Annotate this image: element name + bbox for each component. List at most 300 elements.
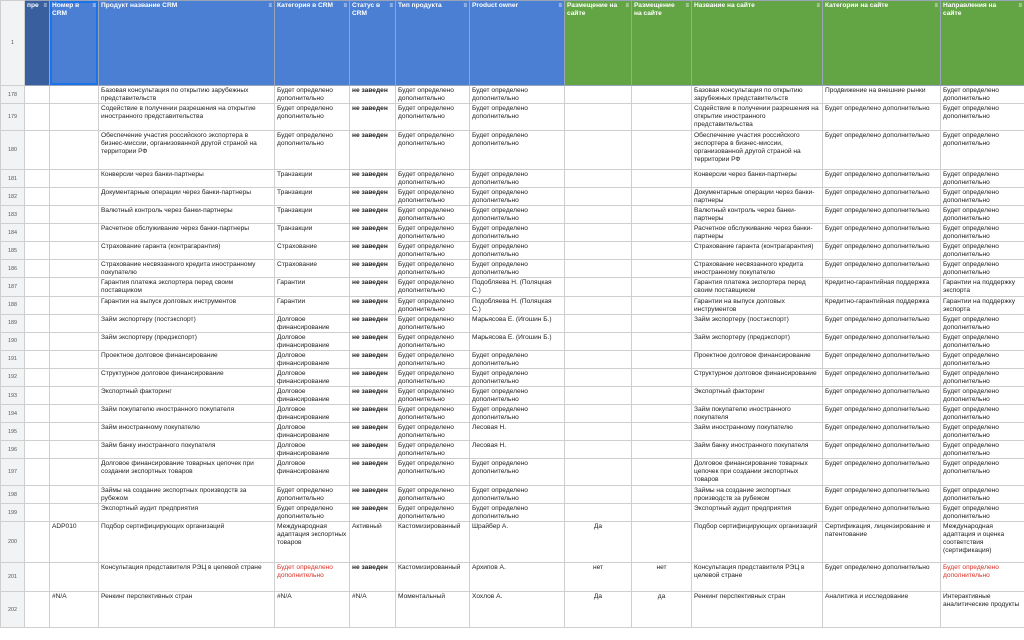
table-cell[interactable]: Будет определено дополнительно <box>396 170 470 188</box>
table-cell[interactable]: Займы на создание экспортных производств за рубежом <box>99 486 275 504</box>
table-cell[interactable] <box>565 422 632 440</box>
table-cell[interactable]: Содействие в получении разрешения на открытие иностранного представительства <box>99 104 275 131</box>
row-number[interactable]: 194 <box>1 404 25 422</box>
table-cell[interactable] <box>50 404 99 422</box>
table-cell[interactable]: Будет определено дополнительно <box>396 86 470 104</box>
table-cell[interactable] <box>25 332 50 350</box>
table-cell[interactable]: Займ банку иностранного покупателя <box>99 441 275 459</box>
table-cell[interactable]: не заведен <box>350 224 396 242</box>
table-cell[interactable]: Гарантии на выпуск долговых инструментов <box>692 296 823 314</box>
table-cell[interactable]: Долговое финансирование <box>275 350 350 368</box>
table-cell[interactable]: Гарантия платежа экспортера перед своим поставщиком <box>99 278 275 296</box>
table-cell[interactable]: Будет определено дополнительно <box>823 332 941 350</box>
table-cell[interactable]: не заведен <box>350 486 396 504</box>
table-cell[interactable] <box>50 170 99 188</box>
table-cell[interactable]: Будет определено дополнительно <box>823 131 941 170</box>
table-cell[interactable]: #N/A <box>350 592 396 628</box>
table-cell[interactable] <box>50 131 99 170</box>
table-cell[interactable]: Будет определено дополнительно <box>470 131 565 170</box>
table-cell[interactable]: Долговое финансирование <box>275 314 350 332</box>
table-cell[interactable] <box>632 278 692 296</box>
table-cell[interactable]: Содействие в получении разрешения на открытие иностранного представительства <box>692 104 823 131</box>
row-number[interactable]: 190 <box>1 332 25 350</box>
table-cell[interactable]: Будет определено дополнительно <box>823 170 941 188</box>
column-header[interactable] <box>632 1 692 86</box>
table-cell[interactable]: Валютный контроль через банки-партнеры <box>692 206 823 224</box>
row-number[interactable]: 188 <box>1 296 25 314</box>
table-cell[interactable]: Будет определено дополнительно <box>396 368 470 386</box>
table-cell[interactable]: Валютный контроль через банки-партнеры <box>99 206 275 224</box>
table-cell[interactable]: Будет определено дополнительно <box>823 504 941 522</box>
table-cell[interactable]: Займ экспортеру (постэкспорт) <box>692 314 823 332</box>
table-cell[interactable]: Будет определено дополнительно <box>396 350 470 368</box>
table-cell[interactable]: Документарные операции через банки-партнеры <box>692 188 823 206</box>
table-cell[interactable] <box>50 368 99 386</box>
filter-icon[interactable]: ≡ <box>685 3 689 9</box>
table-cell[interactable]: Будет определено дополнительно <box>823 486 941 504</box>
table-cell[interactable] <box>632 260 692 278</box>
table-cell[interactable] <box>50 206 99 224</box>
table-cell[interactable] <box>565 386 632 404</box>
table-cell[interactable]: Будет определено дополнительно <box>470 459 565 486</box>
row-number[interactable]: 184 <box>1 224 25 242</box>
table-cell[interactable] <box>632 296 692 314</box>
table-cell[interactable]: не заведен <box>350 404 396 422</box>
filter-icon[interactable]: ≡ <box>625 3 629 9</box>
table-cell[interactable]: Долговое финансирование <box>275 459 350 486</box>
table-cell[interactable]: Шрайбер А. <box>470 522 565 563</box>
table-cell[interactable] <box>50 260 99 278</box>
row-number[interactable]: 195 <box>1 422 25 440</box>
table-cell[interactable]: Долговое финансирование <box>275 441 350 459</box>
table-cell[interactable]: Будет определено дополнительно <box>941 404 1024 422</box>
row-number[interactable]: 180 <box>1 131 25 170</box>
table-cell[interactable]: не заведен <box>350 278 396 296</box>
table-cell[interactable] <box>25 522 50 563</box>
table-cell[interactable] <box>25 278 50 296</box>
table-cell[interactable] <box>632 188 692 206</box>
table-cell[interactable]: Будет определено дополнительно <box>823 459 941 486</box>
table-cell[interactable]: Будет определено дополнительно <box>275 504 350 522</box>
table-cell[interactable]: Транзакции <box>275 170 350 188</box>
filter-icon[interactable]: ≡ <box>463 3 467 9</box>
table-cell[interactable] <box>50 104 99 131</box>
table-cell[interactable]: Будет определено дополнительно <box>470 486 565 504</box>
table-cell[interactable]: Будет определено дополнительно <box>823 224 941 242</box>
table-cell[interactable]: Долговое финансирование <box>275 404 350 422</box>
table-cell[interactable]: Будет определено дополнительно <box>941 422 1024 440</box>
table-cell[interactable] <box>50 86 99 104</box>
row-number[interactable]: 185 <box>1 242 25 260</box>
table-cell[interactable]: Будет определено дополнительно <box>941 332 1024 350</box>
table-cell[interactable] <box>25 86 50 104</box>
table-cell[interactable]: Экспортный аудит предприятия <box>692 504 823 522</box>
table-cell[interactable]: нет <box>632 563 692 592</box>
table-cell[interactable]: Аналитика и исследование <box>823 592 941 628</box>
filter-icon[interactable]: ≡ <box>268 3 272 9</box>
table-cell[interactable]: Долговое финансирование товарных цепочек при создании экспортных товаров <box>692 459 823 486</box>
table-cell[interactable] <box>565 206 632 224</box>
table-cell[interactable]: Будет определено дополнительно <box>941 314 1024 332</box>
table-cell[interactable]: Будет определено дополнительно <box>823 206 941 224</box>
table-cell[interactable]: не заведен <box>350 332 396 350</box>
table-cell[interactable]: Экспортный факторинг <box>692 386 823 404</box>
table-cell[interactable]: Транзакции <box>275 224 350 242</box>
table-cell[interactable] <box>25 224 50 242</box>
column-header[interactable] <box>470 1 565 86</box>
table-cell[interactable]: Страхование несвязанного кредита иностранному покупателю <box>692 260 823 278</box>
table-cell[interactable]: Расчетное обслуживание через банки-партнеры <box>692 224 823 242</box>
table-cell[interactable] <box>565 486 632 504</box>
row-number[interactable]: 191 <box>1 350 25 368</box>
table-cell[interactable]: Будет определено дополнительно <box>941 170 1024 188</box>
row-number[interactable]: 198 <box>1 486 25 504</box>
table-cell[interactable] <box>632 459 692 486</box>
table-cell[interactable]: Международная адаптация экспортных товаров <box>275 522 350 563</box>
table-cell[interactable]: Займ покупателю иностранного покупателя <box>692 404 823 422</box>
table-cell[interactable]: Будет определено дополнительно <box>275 131 350 170</box>
table-cell[interactable]: Ренкинг перспективных стран <box>99 592 275 628</box>
table-cell[interactable]: Гарантии на выпуск долговых инструментов <box>99 296 275 314</box>
table-cell[interactable]: Базовая консультация по открытию зарубежных представительств <box>99 86 275 104</box>
table-cell[interactable]: Будет определено дополнительно <box>396 386 470 404</box>
table-cell[interactable]: Структурное долговое финансирование <box>692 368 823 386</box>
table-cell[interactable]: Хохлов А. <box>470 592 565 628</box>
table-cell[interactable] <box>50 486 99 504</box>
table-cell[interactable] <box>632 504 692 522</box>
table-cell[interactable] <box>25 350 50 368</box>
table-cell[interactable]: Займ иностранному покупателю <box>692 422 823 440</box>
table-cell[interactable]: Долговое финансирование <box>275 422 350 440</box>
table-cell[interactable] <box>25 188 50 206</box>
table-cell[interactable]: Консультация представителя РЭЦ в целевой стране <box>99 563 275 592</box>
table-cell[interactable]: Займ банку иностранного покупателя <box>692 441 823 459</box>
table-cell[interactable]: не заведен <box>350 170 396 188</box>
table-cell[interactable] <box>565 332 632 350</box>
row-number[interactable]: 178 <box>1 86 25 104</box>
table-cell[interactable]: Будет определено дополнительно <box>275 563 350 592</box>
column-header[interactable] <box>25 1 50 86</box>
filter-icon[interactable]: ≡ <box>816 3 820 9</box>
table-cell[interactable]: Будет определено дополнительно <box>941 386 1024 404</box>
table-cell[interactable]: Будет определено дополнительно <box>275 86 350 104</box>
table-cell[interactable] <box>25 486 50 504</box>
table-cell[interactable] <box>565 188 632 206</box>
table-cell[interactable]: ADP010 <box>50 522 99 563</box>
table-cell[interactable]: Будет определено дополнительно <box>941 131 1024 170</box>
table-cell[interactable] <box>50 459 99 486</box>
table-cell[interactable]: Будет определено дополнительно <box>941 224 1024 242</box>
filter-icon[interactable]: ≡ <box>389 3 393 9</box>
table-cell[interactable]: Проектное долговое финансирование <box>99 350 275 368</box>
table-cell[interactable] <box>565 224 632 242</box>
table-cell[interactable] <box>632 170 692 188</box>
row-number[interactable]: 182 <box>1 188 25 206</box>
table-cell[interactable]: Будет определено дополнительно <box>396 131 470 170</box>
table-cell[interactable] <box>565 350 632 368</box>
table-cell[interactable]: Международная адаптация и оценка соответствия (сертификация) <box>941 522 1024 563</box>
table-cell[interactable] <box>632 314 692 332</box>
row-number[interactable]: 179 <box>1 104 25 131</box>
table-cell[interactable]: Обеспечение участия российского экспортера в бизнес-миссии, организованной другой страной на территории РФ <box>99 131 275 170</box>
table-cell[interactable]: Страхование <box>275 242 350 260</box>
table-cell[interactable]: Проектное долговое финансирование <box>692 350 823 368</box>
table-cell[interactable] <box>632 86 692 104</box>
table-cell[interactable]: Долговое финансирование товарных цепочек при создании экспортных товаров <box>99 459 275 486</box>
table-cell[interactable] <box>632 404 692 422</box>
table-cell[interactable]: да <box>632 592 692 628</box>
table-cell[interactable]: Подобляева Н. (Поляцкая С.) <box>470 296 565 314</box>
table-cell[interactable] <box>632 441 692 459</box>
table-cell[interactable]: Будет определено дополнительно <box>941 206 1024 224</box>
table-cell[interactable]: Марьясова Е. (Игошин Б.) <box>470 314 565 332</box>
table-cell[interactable]: Будет определено дополнительно <box>396 486 470 504</box>
table-cell[interactable]: Будет определено дополнительно <box>823 188 941 206</box>
table-cell[interactable] <box>632 386 692 404</box>
table-cell[interactable]: Будет определено дополнительно <box>470 86 565 104</box>
table-cell[interactable]: Будет определено дополнительно <box>396 296 470 314</box>
column-header[interactable] <box>99 1 275 86</box>
column-header[interactable] <box>275 1 350 86</box>
row-number-header[interactable]: 1 <box>1 1 25 86</box>
table-cell[interactable]: Будет определено дополнительно <box>470 206 565 224</box>
table-cell[interactable]: Будет определено дополнительно <box>470 242 565 260</box>
table-cell[interactable]: Сертификация, лицензирование и патентование <box>823 522 941 563</box>
table-cell[interactable]: не заведен <box>350 86 396 104</box>
table-cell[interactable]: не заведен <box>350 206 396 224</box>
table-cell[interactable]: не заведен <box>350 188 396 206</box>
table-cell[interactable] <box>632 522 692 563</box>
table-cell[interactable]: Лесовая Н. <box>470 441 565 459</box>
column-header[interactable] <box>941 1 1024 86</box>
table-cell[interactable]: Долговое финансирование <box>275 368 350 386</box>
table-cell[interactable] <box>50 441 99 459</box>
table-cell[interactable]: Будет определено дополнительно <box>396 260 470 278</box>
row-number[interactable]: 199 <box>1 504 25 522</box>
table-cell[interactable] <box>50 314 99 332</box>
row-number[interactable]: 186 <box>1 260 25 278</box>
table-cell[interactable] <box>565 131 632 170</box>
table-cell[interactable]: Будет определено дополнительно <box>275 486 350 504</box>
table-cell[interactable]: Будет определено дополнительно <box>823 386 941 404</box>
table-cell[interactable] <box>565 104 632 131</box>
table-cell[interactable]: Марьясова Е. (Игошин Б.) <box>470 332 565 350</box>
table-cell[interactable]: Будет определено дополнительно <box>823 104 941 131</box>
table-cell[interactable]: Будет определено дополнительно <box>396 422 470 440</box>
table-cell[interactable]: Базовая консультация по открытию зарубежных представительств <box>692 86 823 104</box>
table-cell[interactable] <box>565 260 632 278</box>
table-cell[interactable]: Активный <box>350 522 396 563</box>
table-cell[interactable]: Кредитно-гарантийная поддержка <box>823 296 941 314</box>
table-cell[interactable]: не заведен <box>350 242 396 260</box>
table-cell[interactable] <box>632 350 692 368</box>
table-cell[interactable] <box>50 296 99 314</box>
table-cell[interactable]: Конверсии через банки-партнеры <box>99 170 275 188</box>
table-cell[interactable]: Будет определено дополнительно <box>396 504 470 522</box>
table-cell[interactable]: Будет определено дополнительно <box>396 242 470 260</box>
table-cell[interactable] <box>50 504 99 522</box>
filter-icon[interactable]: ≡ <box>343 3 347 9</box>
table-cell[interactable]: Будет определено дополнительно <box>470 368 565 386</box>
table-cell[interactable]: Продвижение на внешние рынки <box>823 86 941 104</box>
table-cell[interactable]: Кастомизированный <box>396 522 470 563</box>
table-cell[interactable]: Подобляева Н. (Поляцкая С.) <box>470 278 565 296</box>
table-cell[interactable]: Ренкинг перспективных стран <box>692 592 823 628</box>
table-cell[interactable]: Будет определено дополнительно <box>823 314 941 332</box>
table-cell[interactable] <box>25 260 50 278</box>
table-cell[interactable]: Займ экспортеру (постэкспорт) <box>99 314 275 332</box>
table-cell[interactable] <box>25 441 50 459</box>
table-cell[interactable] <box>25 504 50 522</box>
column-header[interactable] <box>565 1 632 86</box>
table-cell[interactable] <box>632 206 692 224</box>
table-cell[interactable]: Консультация представителя РЭЦ в целевой стране <box>692 563 823 592</box>
table-cell[interactable] <box>565 296 632 314</box>
table-cell[interactable]: Страхование несвязанного кредита иностранному покупателю <box>99 260 275 278</box>
row-number[interactable]: 201 <box>1 563 25 592</box>
table-cell[interactable]: Страхование гаранта (контрагарантия) <box>692 242 823 260</box>
table-cell[interactable]: Экспортный факторинг <box>99 386 275 404</box>
table-cell[interactable]: Будет определено дополнительно <box>470 404 565 422</box>
table-cell[interactable]: не заведен <box>350 296 396 314</box>
table-cell[interactable]: Будет определено дополнительно <box>941 188 1024 206</box>
table-cell[interactable]: Займы на создание экспортных производств за рубежом <box>692 486 823 504</box>
table-cell[interactable] <box>565 459 632 486</box>
table-cell[interactable]: Конверсии через банки-партнеры <box>692 170 823 188</box>
table-cell[interactable]: Будет определено дополнительно <box>396 206 470 224</box>
table-cell[interactable]: Долговое финансирование <box>275 386 350 404</box>
table-cell[interactable]: Подбор сертифицирующих организаций <box>99 522 275 563</box>
table-cell[interactable] <box>565 242 632 260</box>
table-cell[interactable] <box>25 296 50 314</box>
table-cell[interactable]: Будет определено дополнительно <box>396 104 470 131</box>
table-cell[interactable]: Будет определено дополнительно <box>941 368 1024 386</box>
table-cell[interactable]: Займ иностранному покупателю <box>99 422 275 440</box>
table-cell[interactable]: Будет определено дополнительно <box>396 314 470 332</box>
table-cell[interactable]: Моментальный <box>396 592 470 628</box>
table-cell[interactable]: не заведен <box>350 441 396 459</box>
table-cell[interactable]: Займ покупателю иностранного покупателя <box>99 404 275 422</box>
table-cell[interactable]: Будет определено дополнительно <box>470 104 565 131</box>
table-cell[interactable]: Да <box>565 592 632 628</box>
row-number[interactable]: 200 <box>1 522 25 563</box>
table-cell[interactable] <box>25 459 50 486</box>
row-number[interactable]: 181 <box>1 170 25 188</box>
table-cell[interactable] <box>632 332 692 350</box>
table-cell[interactable]: не заведен <box>350 459 396 486</box>
table-cell[interactable] <box>25 422 50 440</box>
table-cell[interactable] <box>25 242 50 260</box>
table-cell[interactable]: Гарантии на поддержку экспорта <box>941 296 1024 314</box>
table-cell[interactable]: Структурное долговое финансирование <box>99 368 275 386</box>
table-cell[interactable]: не заведен <box>350 422 396 440</box>
table-cell[interactable] <box>25 368 50 386</box>
table-cell[interactable]: Будет определено дополнительно <box>470 224 565 242</box>
column-header[interactable] <box>692 1 823 86</box>
table-cell[interactable]: Страхование <box>275 260 350 278</box>
table-cell[interactable] <box>50 332 99 350</box>
row-number[interactable]: 196 <box>1 441 25 459</box>
table-cell[interactable]: Лесовая Н. <box>470 422 565 440</box>
table-cell[interactable] <box>50 278 99 296</box>
table-cell[interactable]: Будет определено дополнительно <box>941 104 1024 131</box>
column-header[interactable] <box>350 1 396 86</box>
table-cell[interactable]: Будет определено дополнительно <box>470 350 565 368</box>
table-cell[interactable] <box>25 563 50 592</box>
table-cell[interactable] <box>25 206 50 224</box>
row-number[interactable]: 192 <box>1 368 25 386</box>
table-cell[interactable]: Подбор сертифицирующих организаций <box>692 522 823 563</box>
table-cell[interactable] <box>25 404 50 422</box>
table-cell[interactable]: Будет определено дополнительно <box>941 486 1024 504</box>
table-cell[interactable]: Экспортный аудит предприятия <box>99 504 275 522</box>
table-cell[interactable] <box>565 404 632 422</box>
filter-icon[interactable]: ≡ <box>934 3 938 9</box>
filter-icon[interactable]: ≡ <box>43 3 47 9</box>
filter-icon[interactable]: ≡ <box>1018 3 1022 9</box>
row-number[interactable]: 187 <box>1 278 25 296</box>
table-cell[interactable] <box>50 563 99 592</box>
table-cell[interactable] <box>25 592 50 628</box>
table-cell[interactable]: не заведен <box>350 104 396 131</box>
table-cell[interactable]: Кредитно-гарантийная поддержка <box>823 278 941 296</box>
table-cell[interactable] <box>565 86 632 104</box>
row-number[interactable]: 197 <box>1 459 25 486</box>
table-cell[interactable]: Долговое финансирование <box>275 332 350 350</box>
table-cell[interactable]: Расчетное обслуживание через банки-партнеры <box>99 224 275 242</box>
table-cell[interactable]: Будет определено дополнительно <box>941 86 1024 104</box>
table-cell[interactable]: Транзакции <box>275 188 350 206</box>
table-cell[interactable]: Будет определено дополнительно <box>941 504 1024 522</box>
table-cell[interactable]: не заведен <box>350 563 396 592</box>
table-cell[interactable] <box>632 368 692 386</box>
table-cell[interactable]: Будет определено дополнительно <box>396 441 470 459</box>
table-cell[interactable] <box>632 242 692 260</box>
table-cell[interactable]: Будет определено дополнительно <box>470 260 565 278</box>
table-cell[interactable]: Интерактивные аналитические продукты <box>941 592 1024 628</box>
table-cell[interactable] <box>565 170 632 188</box>
table-cell[interactable] <box>632 104 692 131</box>
table-cell[interactable]: Будет определено дополнительно <box>396 188 470 206</box>
table-cell[interactable]: Займ экспортеру (предэкспорт) <box>692 332 823 350</box>
table-cell[interactable]: Страхование гаранта (контрагарантия) <box>99 242 275 260</box>
table-cell[interactable]: #N/A <box>275 592 350 628</box>
table-cell[interactable]: Будет определено дополнительно <box>396 332 470 350</box>
table-cell[interactable]: Будет определено дополнительно <box>823 441 941 459</box>
column-header[interactable] <box>823 1 941 86</box>
table-cell[interactable]: Будет определено дополнительно <box>823 404 941 422</box>
table-cell[interactable]: не заведен <box>350 386 396 404</box>
table-cell[interactable]: Будет определено дополнительно <box>823 368 941 386</box>
table-cell[interactable]: Займ экспортеру (предэкспорт) <box>99 332 275 350</box>
table-cell[interactable]: Будет определено дополнительно <box>823 242 941 260</box>
table-cell[interactable]: Будет определено дополнительно <box>941 563 1024 592</box>
table-cell[interactable] <box>25 104 50 131</box>
table-cell[interactable]: Гарантии <box>275 296 350 314</box>
table-cell[interactable]: Будет определено дополнительно <box>941 260 1024 278</box>
table-cell[interactable] <box>632 486 692 504</box>
table-cell[interactable]: Гарантии <box>275 278 350 296</box>
table-cell[interactable] <box>50 386 99 404</box>
table-cell[interactable]: Будет определено дополнительно <box>470 504 565 522</box>
table-cell[interactable]: не заведен <box>350 350 396 368</box>
table-cell[interactable]: Будет определено дополнительно <box>823 350 941 368</box>
table-cell[interactable] <box>565 314 632 332</box>
table-cell[interactable] <box>25 314 50 332</box>
table-cell[interactable]: не заведен <box>350 368 396 386</box>
table-cell[interactable] <box>25 170 50 188</box>
table-cell[interactable]: Будет определено дополнительно <box>470 386 565 404</box>
